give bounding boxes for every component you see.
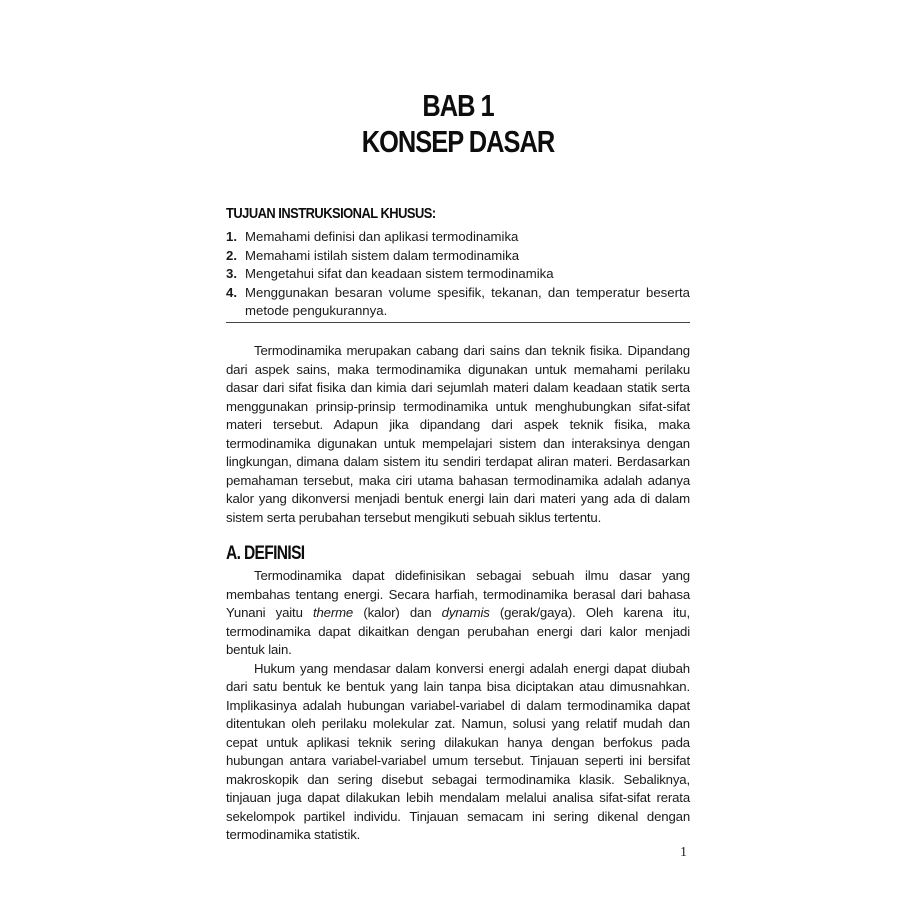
definition-paragraph-1 <box>226 567 690 660</box>
text-run: (kalor) dan <box>353 605 442 620</box>
definition-section <box>226 567 690 845</box>
objective-item <box>226 284 690 321</box>
chapter-name: KONSEP DASAR <box>361 124 555 159</box>
intro-paragraph: Termodinamika merupakan cabang dari sains dan teknik fisika. Dipandang dari aspek sains, maka termodinamika digunakan untuk memahami perilaku dasar dari sifat fisika dan kimia dari sejumlah materi dalam keadaan statik serta menggunakan prinsip-prinsip termodinamika untuk menghubungkan sifat-sifat materi tersebut. Adapun jika dipandang dari aspek teknik fisika, maka termodinamika digunakan untuk mempelajari sistem dan interaksinya dengan lingkungan, dimana dalam sistem itu sendiri terdapat aliran materi. Berdasarkan pemahaman tersebut, maka ciri utama bahasan termodinamika adalah adanya kalor yang dikonversi menjadi bentuk energi lain dari materi yang ada di dalam sistem serta perubahan tersebut mengikuti sebuah siklus tertentu. <box>226 343 690 525</box>
objective-text: Mengetahui sifat dan keadaan sistem termodinamika <box>245 266 554 282</box>
text-run: (gerak/gaya). Oleh karena itu, termodinamika dapat dikaitkan dengan perubahan energi dari kalor menjadi bentuk lain. <box>226 605 690 657</box>
objective-number: 3. <box>226 266 237 282</box>
chapter-title <box>268 88 648 160</box>
objective-text: Menggunakan besaran volume spesifik, tekanan, dan temperatur beserta metode pengukurannya. <box>245 284 690 319</box>
objective-number: 1. <box>226 229 237 244</box>
objective-item <box>226 265 690 284</box>
greek-term-dynamis: dynamis <box>441 605 490 620</box>
objective-item <box>226 228 690 247</box>
objective-text: Memahami istilah sistem dalam termodinamika <box>245 247 520 263</box>
document-page <box>226 0 690 914</box>
page-number: 1 <box>680 845 687 860</box>
chapter-label: BAB 1 <box>422 88 494 123</box>
section-divider <box>226 322 690 323</box>
objective-item <box>226 247 690 266</box>
text-run: Termodinamika dapat didefinisikan sebagai sebuah ilmu dasar yang membahas tentang energi. Secara harfiah, termodinamika berasal dari bahasa Yunani yaitu <box>226 568 690 620</box>
greek-term-therme: therme <box>312 605 354 620</box>
objective-number: 2. <box>226 247 237 263</box>
objectives-heading: TUJUAN INSTRUKSIONAL KHUSUS: <box>226 205 436 222</box>
objective-text: Memahami definisi dan aplikasi termodinamika <box>245 229 519 244</box>
definition-paragraph-2: Hukum yang mendasar dalam konversi energi adalah energi dapat diubah dari satu bentuk ke bentuk yang lain tanpa bisa diciptakan atau dimusnahkan. Implikasinya adalah hubungan variabel-variabel di dalam termodinamika dapat ditentukan oleh perilaku molekular zat. Namun, solusi yang relatif mudah dan cepat untuk aplikasi teknik sering dilakukan hanya dengan berfokus pada hubungan antara variabel-variabel umum tersebut. Tinjauan seperti ini bersifat makroskopik dan sering disebut sebagai termodinamika klasik. Sebaliknya, tinjauan juga dapat dilakukan lebih mendalam melalui analisa sifat-sifat rerata sekelompok partikel individu. Tinjauan semacam ini sering dikenal dengan termodinamika statistik. <box>226 660 690 842</box>
objective-number: 4. <box>226 284 237 300</box>
section-heading-definisi: A. DEFINISI <box>226 543 305 564</box>
objectives-list <box>226 228 690 321</box>
